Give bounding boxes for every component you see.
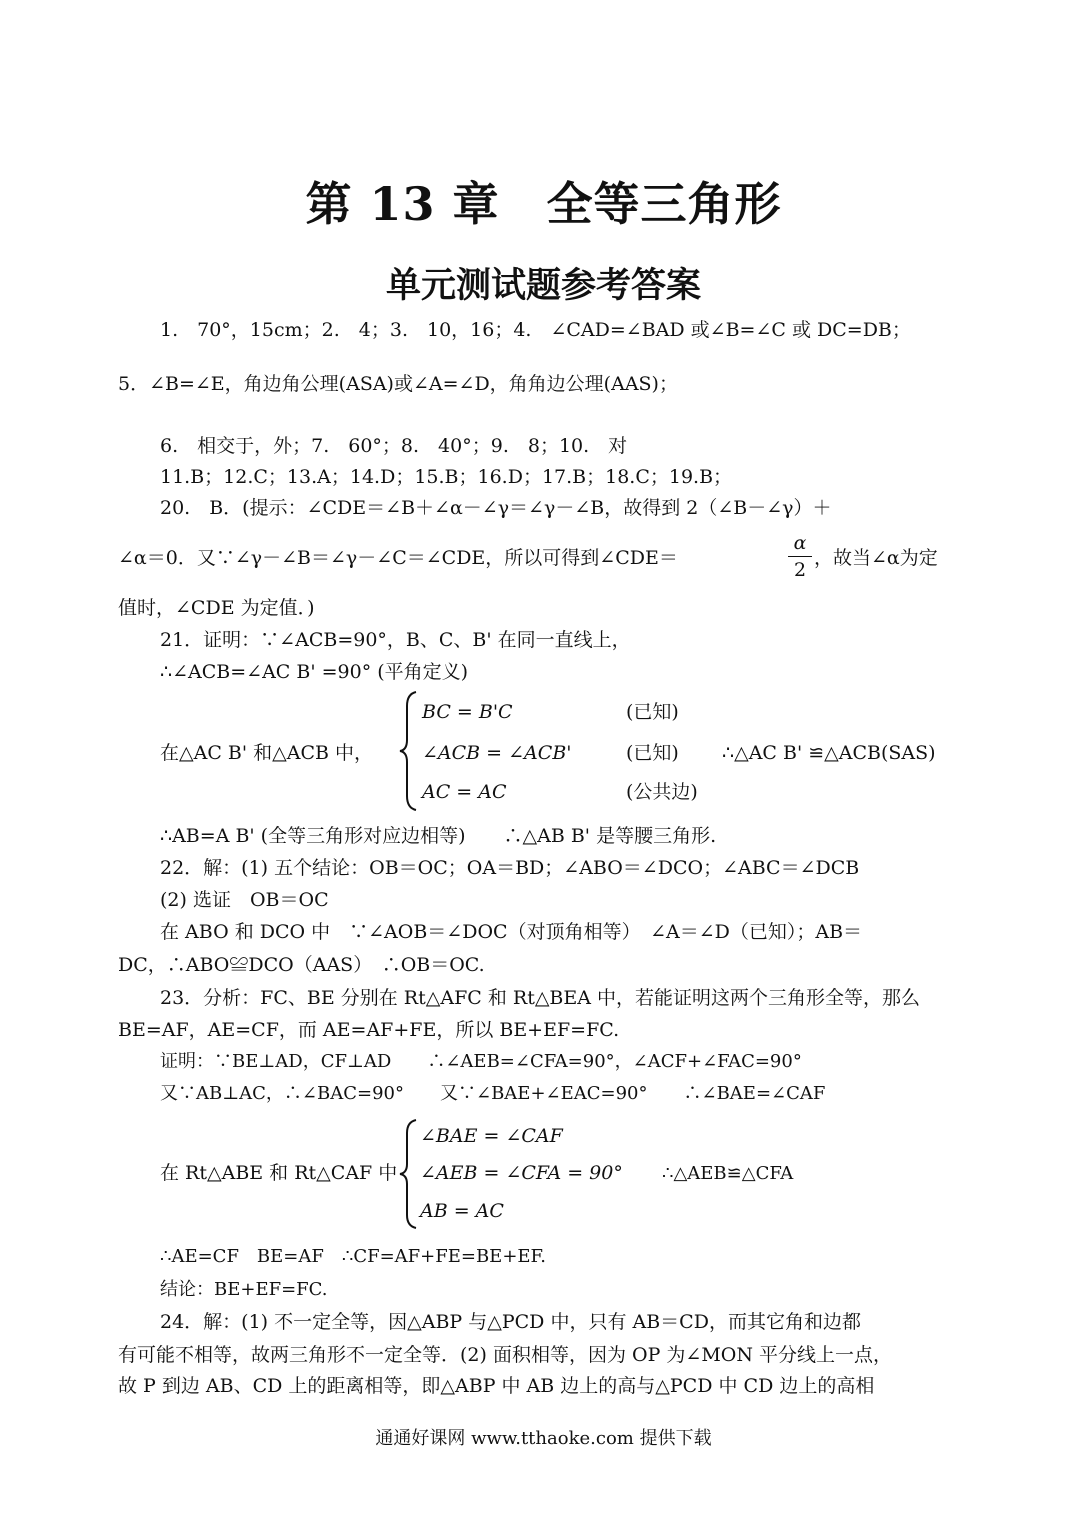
answer-line: 证明：∵BE⊥AD，CF⊥AD ∴∠AEB=∠CFA=90°，∠ACF+∠FAC=90° [160, 1051, 802, 1072]
fraction-alpha-over-2 [788, 531, 812, 582]
system-row: AC = AC [422, 781, 507, 803]
chapter-title: 第 13 章 全等三角形 [305, 177, 782, 231]
system-row: BC = B'C [422, 701, 513, 723]
answer-line: 20. B．(提示：∠CDE＝∠B＋∠α－∠γ＝∠γ－∠B，故得到 2（∠B－∠γ）＋ [160, 497, 832, 519]
system-reason: (已知) [626, 742, 679, 764]
answer-line: 有可能不相等，故两三角形不一定全等．(2) 面积相等，因为 OP 为∠MON 平分线上一点， [118, 1344, 893, 1366]
answer-line: ∴AB=A B' (全等三角形对应边相等) ∴△AB B' 是等腰三角形. [160, 825, 717, 847]
answer-line: 在△AC B' 和△ACB 中， [160, 742, 374, 764]
answer-line: ∠α＝0．又∵∠γ－∠B＝∠γ－∠C＝∠CDE，所以可得到∠CDE＝ [118, 547, 678, 569]
system-reason: (公共边) [626, 781, 698, 803]
answer-line: 又∵AB⊥AC，∴∠BAC=90° 又∵∠BAE+∠EAC=90° ∴∠BAE=∠CAF [160, 1083, 826, 1104]
answer-line: ∴AE=CF BE=AF ∴CF=AF+FE=BE+EF. [160, 1246, 546, 1267]
section-subtitle: 单元测试题参考答案 [385, 265, 701, 306]
system-row: ∠BAE = ∠CAF [420, 1125, 563, 1147]
fraction-bar [788, 556, 812, 557]
system-reason: (已知) [626, 701, 679, 723]
fraction-denominator: 2 [793, 559, 807, 581]
answer-line: 22．解：(1) 五个结论：OB＝OC；OA＝BD；∠ABO＝∠DCO；∠ABC＝∠DCB [160, 857, 860, 879]
answer-line: 6. 相交于，外；7. 60°；8. 40°；9. 8；10. 对 [160, 435, 628, 457]
system-row: AB = AC [420, 1200, 504, 1222]
answer-line: BE=AF，AE=CF，而 AE=AF+FE，所以 BE+EF=FC. [118, 1019, 620, 1041]
system-conclusion: ∴△AC B' ≌△ACB(SAS) [722, 742, 936, 764]
answer-line: 故 P 到边 AB、CD 上的距离相等，即△ABP 中 AB 边上的高与△PCD 中 CD 边上的高相 [118, 1375, 875, 1397]
answer-line: 值时，∠CDE 为定值．) [118, 597, 315, 619]
answer-line: (2) 选证 OB＝OC [160, 889, 329, 911]
left-brace [398, 690, 420, 812]
answer-line: ∴∠ACB=∠AC B' =90° (平角定义) [160, 661, 469, 683]
system-row: ∠AEB = ∠CFA = 90° [420, 1162, 623, 1184]
answer-line: 结论：BE+EF=FC. [160, 1279, 328, 1300]
answer-line: 5．∠B=∠E，角边角公理(ASA)或∠A=∠D，角角边公理(AAS)； [118, 373, 678, 395]
answer-line: DC，∴ABO≌DCO（AAS） ∴OB＝OC. [118, 954, 485, 976]
answer-line: 24．解：(1) 不一定全等，因△ABP 与△PCD 中，只有 AB＝CD，而其它角和边都 [160, 1311, 861, 1333]
answer-line: 在 Rt△ABE 和 Rt△CAF 中 [160, 1162, 398, 1184]
answer-line: 在 ABO 和 DCO 中 ∵∠AOB＝∠DOC（对顶角相等） ∠A＝∠D（已知）；AB＝ [160, 921, 863, 943]
left-brace [398, 1118, 420, 1230]
answer-line: 11.B；12.C；13.A；14.D；15.B；16.D；17.B；18.C；19.B； [160, 466, 733, 488]
answer-line: ，故当∠α为定 [814, 547, 938, 569]
answer-line: 1. 70°，15cm；2. 4；3. 10，16；4. ∠CAD=∠BAD 或∠B=∠C 或 DC=DB； [160, 319, 911, 341]
page-footer: 通通好课网 www.tthaoke.com 提供下载 [375, 1428, 712, 1449]
answer-line: 21．证明：∵∠ACB=90°，B、C、B' 在同一直线上， [160, 629, 631, 651]
answer-line: 23．分析：FC、BE 分别在 Rt△AFC 和 Rt△BEA 中，若能证明这两个三角形全等，那么 [160, 987, 921, 1009]
system-conclusion: ∴△AEB≌△CFA [662, 1163, 794, 1184]
system-row: ∠ACB = ∠ACB' [422, 742, 572, 764]
fraction-numerator: α [793, 532, 807, 554]
